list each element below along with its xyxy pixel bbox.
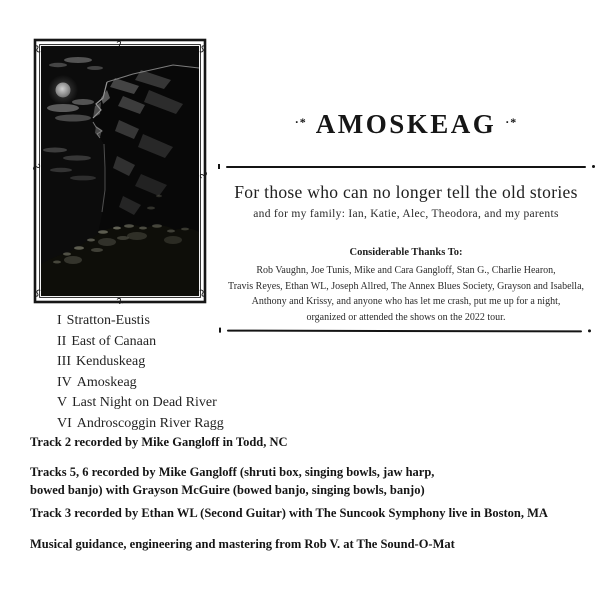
- track-title: Androscoggin River Ragg: [76, 415, 224, 431]
- rule-end-mark: [592, 165, 595, 168]
- track-numeral: I: [57, 313, 62, 328]
- track-numeral: IV: [57, 374, 72, 390]
- track-item: [57, 332, 224, 353]
- track-numeral: II: [57, 333, 67, 349]
- tracklist: [57, 311, 224, 434]
- track-numeral: V: [57, 395, 68, 410]
- track-numeral: VI: [57, 415, 72, 431]
- rule-end-mark: [218, 164, 220, 169]
- credit-line: Track 2 recorded by Mike Gangloff in Todd, NC: [30, 435, 288, 449]
- thanks-line: Rob Vaughn, Joe Tunis, Mike and Cara Gangloff, Stan G., Charlie Hearon,: [256, 265, 556, 276]
- rule-line: [226, 166, 586, 168]
- track-item: [57, 393, 224, 414]
- track-item: [57, 414, 224, 435]
- credit-line: Track 3 recorded by Ethan WL (Second Guitar) with The Suncook Symphony live in Boston, MA: [30, 506, 548, 520]
- thanks-heading: Considerable Thanks To:: [349, 247, 463, 258]
- title-ornament-left-icon: ·*: [294, 115, 307, 129]
- track-title: Kenduskeag: [76, 354, 146, 369]
- rule-line: [227, 329, 582, 332]
- credit-line: Musical guidance, engineering and mastering from Rob V. at The Sound-O-Mat: [30, 537, 455, 551]
- old-man-of-the-mountain-illustration: [33, 38, 207, 304]
- dedication-line: For those who can no longer tell the old stories: [234, 182, 578, 202]
- thanks-line: organized or attended the shows on the 2022 tour.: [306, 311, 506, 323]
- artwork-frame: [33, 38, 207, 304]
- track-item: [57, 352, 224, 373]
- track-numeral: III: [57, 354, 71, 369]
- thanks-line: Travis Reyes, Ethan WL, Joseph Allred, The Annex Blues Society, Grayson and Isabella,: [227, 280, 585, 292]
- track-title: Amoskeag: [76, 374, 137, 390]
- divider-bottom: [219, 328, 591, 334]
- album-title: AMOSKEAG: [315, 109, 497, 139]
- credit-line: Tracks 5, 6 recorded by Mike Gangloff (shruti box, singing bowls, jaw harp, bowed banjo) with Grayson McGuire (bowed banjo, singing bowls, banjo): [30, 465, 435, 497]
- thanks-paragraph: [212, 263, 600, 325]
- track-title: East of Canaan: [71, 333, 157, 349]
- track-title: Stratton-Eustis: [66, 313, 150, 328]
- rule-end-mark: [588, 329, 591, 332]
- track-item: [57, 373, 224, 394]
- album-title-row: [218, 109, 594, 140]
- family-dedication-line: and for my family: Ian, Katie, Alec, Theodora, and my parents: [253, 208, 559, 220]
- thanks-line: Anthony and Krissy, and anyone who has let me crash, put me up for a night,: [251, 296, 561, 307]
- track-title: Last Night on Dead River: [72, 395, 217, 410]
- title-ornament-right-icon: ·*: [505, 115, 518, 129]
- divider-top: [218, 164, 595, 169]
- track-item: [57, 311, 224, 332]
